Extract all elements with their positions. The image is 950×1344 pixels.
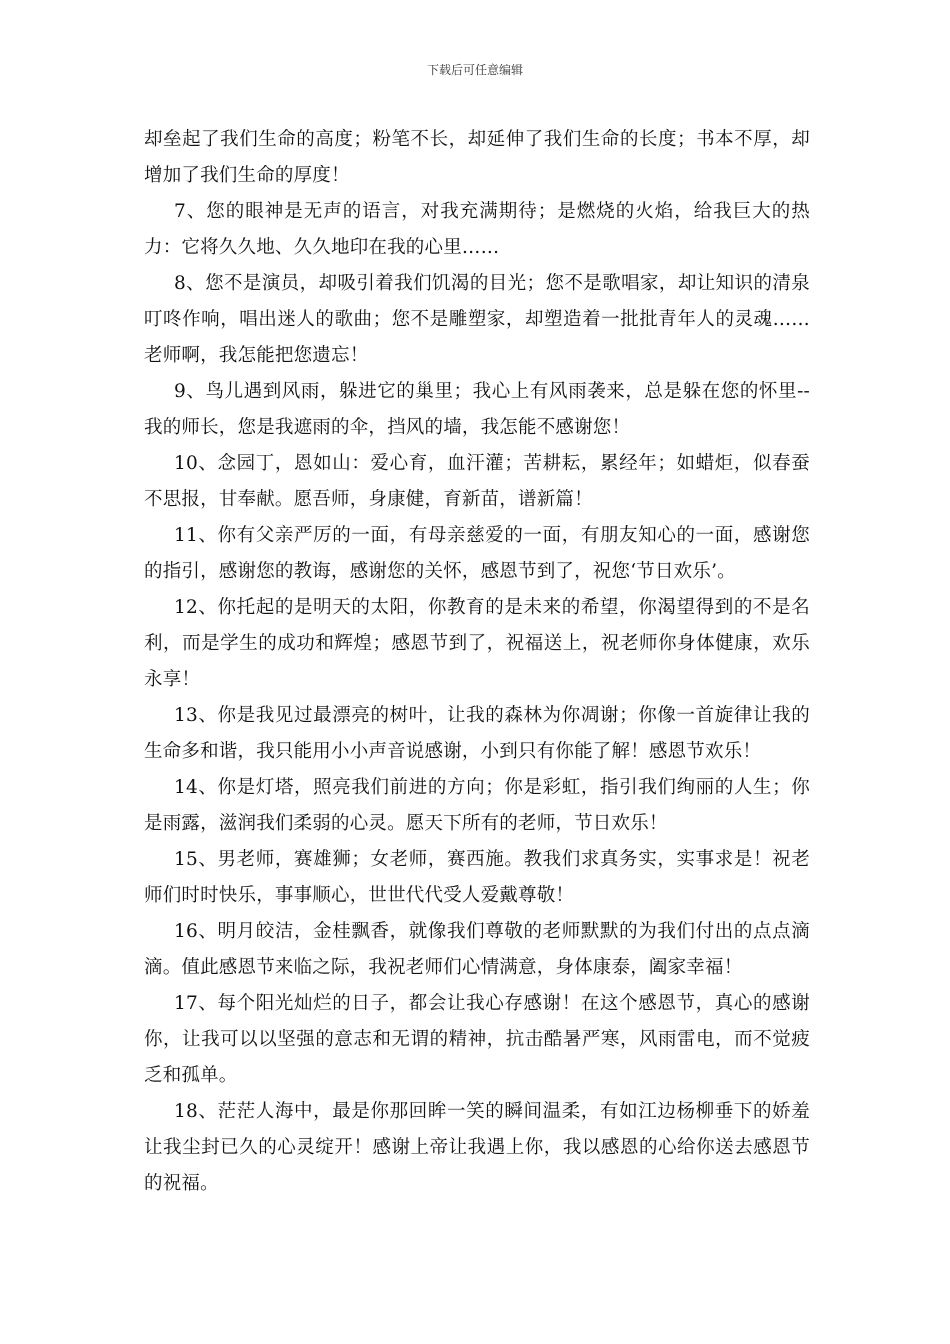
paragraph: 14、你是灯塔，照亮我们前进的方向；你是彩虹，指引我们绚丽的人生；你是雨露，滋润我们柔弱的心灵。愿天下所有的老师，节日欢乐！ — [144, 777, 810, 834]
paragraph: 10、念园丁，恩如山：爱心育，血汗灌；苦耕耘，累经年；如蜡炬，似春蚕不思报，甘奉献。愿吾师，身康健，育新苗，谱新篇！ — [144, 453, 810, 510]
page-header: 下载后可任意编辑 — [426, 63, 523, 77]
paragraph: 16、明月皎洁，金桂飘香，就像我们尊敬的老师默默的为我们付出的点点滴滴。值此感恩节来临之际，我祝老师们心情满意，身体康泰，阖家幸福！ — [144, 921, 810, 978]
paragraph: 18、茫茫人海中，最是你那回眸一笑的瞬间温柔，有如江边杨柳垂下的娇羞让我尘封已久的心灵绽开！感谢上帝让我遇上你，我以感恩的心给你送去感恩节的祝福。 — [144, 1101, 810, 1194]
paragraph: 15、男老师，赛雄狮；女老师，赛西施。教我们求真务实，实事求是！祝老师们时时快乐，事事顺心，世世代代受人爱戴尊敬！ — [144, 849, 810, 906]
document-body — [144, 122, 810, 1202]
paragraph: 13、你是我见过最漂亮的树叶，让我的森林为你凋谢；你像一首旋律让我的生命多和谐，我只能用小小声音说感谢，小到只有你能了解！感恩节欢乐！ — [144, 705, 810, 762]
paragraph: 9、鸟儿遇到风雨，躲进它的巢里；我心上有风雨袭来，总是躲在您的怀里--我的师长，您是我遮雨的伞，挡风的墙，我怎能不感谢您！ — [144, 381, 810, 438]
paragraph: 17、每个阳光灿烂的日子，都会让我心存感谢！在这个感恩节，真心的感谢你，让我可以以坚强的意志和无谓的精神，抗击酷暑严寒，风雨雷电，而不觉疲乏和孤单。 — [144, 993, 810, 1086]
paragraph: 8、您不是演员，却吸引着我们饥渴的目光；您不是歌唱家，却让知识的清泉叮咚作响，唱出迷人的歌曲；您不是雕塑家，却塑造着一批批青年人的灵魂……老师啊，我怎能把您遗忘！ — [144, 273, 810, 366]
paragraph: 7、您的眼神是无声的语言，对我充满期待；是燃烧的火焰，给我巨大的热力：它将久久地、久久地印在我的心里…… — [144, 201, 810, 258]
paragraph: 11、你有父亲严厉的一面，有母亲慈爱的一面，有朋友知心的一面，感谢您的指引，感谢您的教诲，感谢您的关怀，感恩节到了，祝您‘节日欢乐’。 — [144, 525, 810, 582]
paragraph: 12、你托起的是明天的太阳，你教育的是未来的希望，你渴望得到的不是名利，而是学生的成功和辉煌；感恩节到了，祝福送上，祝老师你身体健康，欢乐永享！ — [144, 597, 810, 690]
paragraph: 却垒起了我们生命的高度；粉笔不长，却延伸了我们生命的长度；书本不厚，却增加了我们生命的厚度！ — [144, 129, 810, 186]
